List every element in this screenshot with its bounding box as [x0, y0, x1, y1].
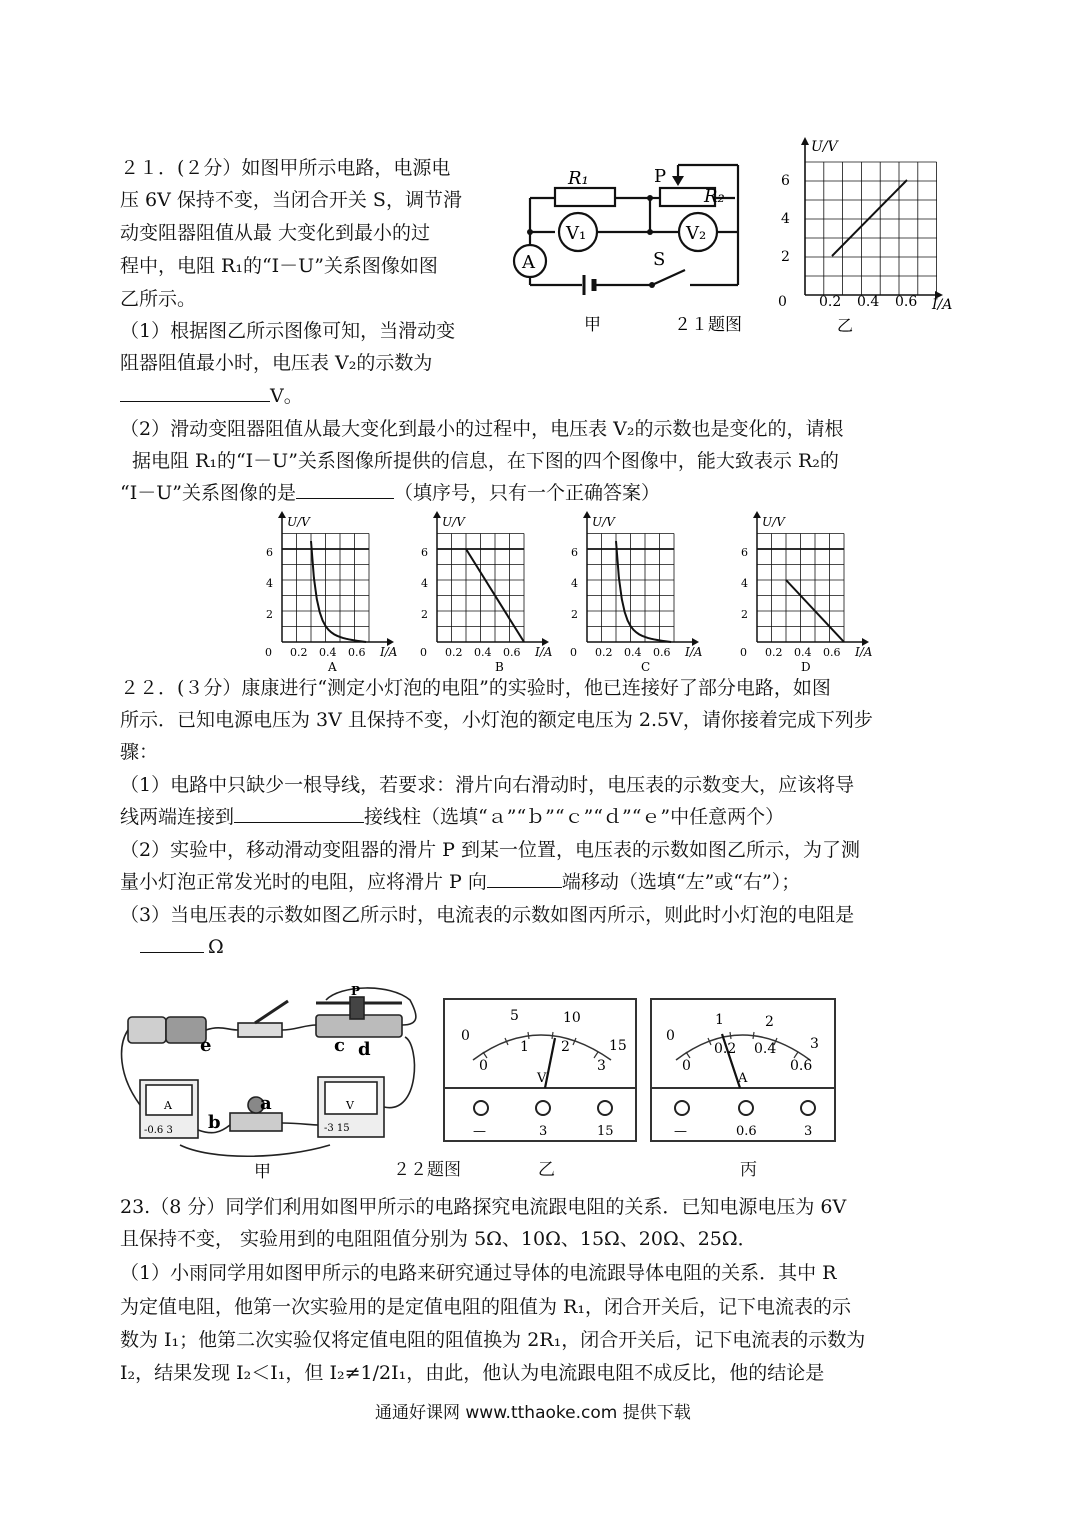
y-axis-arrow — [433, 511, 441, 518]
a-inner-0.4: 0.4 — [754, 1041, 777, 1057]
v-inner-1: 1 — [520, 1039, 529, 1055]
opt-xlabel: I/A — [535, 645, 553, 659]
caption-yi: 乙 — [538, 1160, 555, 1180]
caption-yi: 乙 — [837, 316, 854, 335]
q21-graph-yi — [775, 135, 975, 345]
v-outer-0: 0 — [461, 1028, 470, 1044]
q21-p2-line-1: （2）滑动变阻器阻值从最大变化到最小的过程中，电压表 V₂的示数也是变化的，请根 — [120, 418, 844, 440]
voltmeter-scale-label: -3 15 — [324, 1123, 350, 1134]
a-inner-0.6: 0.6 — [790, 1058, 813, 1074]
option-label-d: D — [801, 660, 811, 674]
v-outer-15: 15 — [609, 1038, 627, 1054]
q21-line-3: 动变阻器阻值从最 大变化到最小的过 — [120, 222, 431, 244]
q22-line-1: ２２．(３分）康康进行“测定小灯泡的电阻”的实验时，他已连接好了部分电路，如图 — [120, 677, 831, 699]
a-post-neg: — — [674, 1124, 687, 1139]
q22-apparatus-figure — [120, 985, 420, 1185]
opt-tick: 4 — [741, 577, 748, 590]
q22-line-2: 所示．已知电源电压为 3V 且保持不变，小灯泡的额定电压为 2.5V，请你接着完成下列步 — [120, 709, 873, 731]
opt-tick: 0.2 — [290, 646, 308, 659]
q21-p2-text-b: （填序号，只有一个正确答案） — [393, 482, 660, 504]
opt-tick: 2 — [571, 608, 578, 621]
opt-tick: 0 — [420, 646, 427, 659]
answer-blank[interactable] — [487, 867, 562, 888]
opt-xlabel: I/A — [685, 645, 703, 659]
option-graph-d[interactable] — [735, 510, 873, 680]
q21-p2-line-3 — [120, 478, 660, 508]
a-post-3: 3 — [804, 1124, 813, 1139]
v-outer-5: 5 — [510, 1008, 519, 1024]
opt-tick: 6 — [266, 546, 273, 559]
slider-p-label: P — [351, 984, 361, 998]
opt-ylabel: U/V — [762, 515, 785, 529]
q21-line-2: 压 6V 保持不变，当闭合开关 S，调节滑 — [120, 189, 462, 211]
option-label-a: A — [328, 660, 337, 674]
v-post-3: 3 — [539, 1124, 548, 1139]
caption-fig22: ２２题图 — [393, 1160, 461, 1180]
opt-tick: 0.2 — [595, 646, 613, 659]
unit-text: V。 — [270, 385, 303, 407]
opt-ylabel: U/V — [592, 515, 615, 529]
opt-ylabel: U/V — [442, 515, 465, 529]
opt-xlabel: I/A — [380, 645, 398, 659]
ammeter-label: A — [522, 252, 535, 273]
q22-p2-line-1: （2）实验中，移动滑动变阻器的滑片 P 到某一位置，电压表的示数如图乙所示，为了测 — [120, 839, 860, 861]
opt-tick: 0.6 — [823, 646, 841, 659]
v2-label: V₂ — [686, 223, 707, 244]
answer-blank[interactable] — [120, 381, 270, 402]
tick-0: 0 — [778, 294, 787, 310]
voltmeter-face-label: V — [346, 1099, 354, 1112]
tick-x-0.6: 0.6 — [895, 294, 918, 310]
opt-tick: 0.6 — [348, 646, 366, 659]
voltmeter-dial-yi — [443, 998, 638, 1144]
v-inner-2: 2 — [561, 1039, 570, 1055]
q22-line-3: 骤： — [120, 741, 159, 763]
y-axis-arrow — [753, 511, 761, 518]
opt-tick: 0.4 — [474, 646, 492, 659]
switch-label: S — [653, 249, 666, 270]
y-axis-arrow — [278, 511, 286, 518]
tick-x-0.2: 0.2 — [819, 294, 842, 310]
ammeter-dial-bing — [650, 998, 837, 1144]
q22-p2-line-2 — [120, 867, 800, 897]
a-inner-0: 0 — [682, 1058, 691, 1074]
opt-tick: 2 — [421, 608, 428, 621]
opt-tick: 2 — [266, 608, 273, 621]
option-graph-a[interactable] — [260, 510, 398, 680]
v-inner-0: 0 — [479, 1058, 488, 1074]
q21-p2-line-2: 据电阻 R₁的“I－U”关系图像所提供的信息，在下图的四个图像中，能大致表示 R₂的 — [132, 450, 839, 472]
tick-y-2: 2 — [781, 249, 790, 265]
slider-p-label: P — [654, 166, 667, 187]
graph-xlabel: I/A — [932, 297, 953, 313]
opt-tick: 6 — [421, 546, 428, 559]
q22-p3-line-1: （3）当电压表的示数如图乙所示时，电流表的示数如图丙所示，则此时小灯泡的电阻是 — [120, 904, 855, 926]
q22-p1-line-2 — [120, 802, 784, 832]
opt-tick: 4 — [571, 577, 578, 590]
v-post-15: 15 — [597, 1124, 614, 1139]
v1-label: V₁ — [566, 223, 587, 244]
q23-line-5: 数为 I₁；他第二次实验仅将定值电阻的阻值换为 2R₁，闭合开关后，记下电流表的示数为 — [120, 1329, 866, 1351]
tick-y-6: 6 — [781, 173, 790, 189]
terminal-a: a — [260, 1093, 272, 1114]
ammeter-face-label: A — [164, 1099, 172, 1112]
q23-line-1: 23.（8 分）同学们利用如图甲所示的电路探究电流跟电阻的关系．已知电源电压为 6V — [120, 1196, 847, 1218]
opt-tick: 4 — [421, 577, 428, 590]
answer-blank[interactable] — [296, 478, 394, 499]
terminal-d: d — [358, 1039, 371, 1060]
opt-ylabel: U/V — [287, 515, 310, 529]
opt-tick: 0.4 — [624, 646, 642, 659]
caption-bing: 丙 — [740, 1160, 757, 1180]
opt-tick: 6 — [571, 546, 578, 559]
opt-tick: 0.6 — [503, 646, 521, 659]
q22-p1-line-1: （1）电路中只缺少一根导线，若要求：滑片向右滑动时，电压表的示数变大，应该将导 — [120, 774, 855, 796]
q23-line-3: （1）小雨同学用如图甲所示的电路来研究通过导体的电流跟导体电阻的关系．其中 R — [120, 1262, 837, 1284]
option-graph-c[interactable] — [565, 510, 703, 680]
a-outer-0: 0 — [666, 1028, 675, 1044]
q22-p3-line-2 — [140, 932, 224, 962]
r1-label: R₁ — [568, 168, 589, 189]
a-post-0.6: 0.6 — [736, 1124, 757, 1139]
opt-tick: 0.6 — [653, 646, 671, 659]
answer-blank[interactable] — [234, 802, 364, 823]
q23-line-2: 且保持不变， 实验用到的电阻阻值分别为 5Ω、10Ω、15Ω、20Ω、25Ω． — [120, 1228, 757, 1250]
ammeter-scale-label: -0.6 3 — [144, 1125, 173, 1136]
opt-tick: 0.2 — [765, 646, 783, 659]
tick-x-0.4: 0.4 — [857, 294, 880, 310]
v-outer-10: 10 — [563, 1010, 581, 1026]
v-inner-3: 3 — [597, 1058, 606, 1074]
page-footer: 通通好课网 www.tthaoke.com 提供下载 — [375, 1403, 691, 1423]
a-unit: A — [738, 1071, 748, 1086]
q21-line-6: （1）根据图乙所示图像可知，当滑动变 — [120, 320, 456, 342]
opt-tick: 2 — [741, 608, 748, 621]
v-post-neg: — — [473, 1124, 486, 1139]
a-inner-0.2: 0.2 — [714, 1041, 737, 1057]
tick-y-4: 4 — [781, 211, 790, 227]
a-outer-1: 1 — [715, 1012, 724, 1028]
caption-jia: 甲 — [584, 315, 601, 335]
answer-blank[interactable] — [140, 932, 204, 953]
option-label-b: B — [495, 660, 504, 674]
a-outer-2: 2 — [765, 1014, 774, 1030]
q23-line-4: 为定值电阻，他第一次实验用的是定值电阻的阻值为 R₁，闭合开关后，记下电流表的示 — [120, 1296, 851, 1318]
opt-tick: 0 — [570, 646, 577, 659]
q21-line-1: ２１．(２分）如图甲所示电路，电源电 — [120, 157, 451, 179]
v-unit: V — [537, 1071, 547, 1086]
q22-p2-text-a: 量小灯泡正常发光时的电阻，应将滑片 P 向 — [120, 871, 487, 893]
option-label-c: C — [641, 660, 651, 674]
caption-fig21: ２１题图 — [674, 315, 742, 335]
q22-p3-unit: Ω — [208, 936, 224, 958]
opt-tick: 0.4 — [319, 646, 337, 659]
q22-p1-text-a: 线两端连接到 — [120, 806, 235, 828]
opt-xlabel: I/A — [855, 645, 873, 659]
terminal-e: e — [200, 1035, 212, 1056]
opt-tick: 0 — [265, 646, 272, 659]
opt-tick: 4 — [266, 577, 273, 590]
y-axis-arrow — [583, 511, 591, 518]
caption-jia: 甲 — [254, 1162, 271, 1182]
q21-circuit-diagram — [510, 150, 770, 340]
q23-line-6: I₂，结果发现 I₂＜I₁，但 I₂≠1/2I₁，由此，他认为电流跟电阻不成反比，他的结论是 — [120, 1362, 825, 1384]
terminal-c: c — [334, 1035, 345, 1056]
graph-ylabel: U/V — [811, 139, 838, 155]
q21-line-4: 程中，电阻 R₁的“I－U”关系图像如图 — [120, 255, 438, 277]
opt-tick: 0.4 — [794, 646, 812, 659]
q21-line-5: 乙所示。 — [120, 288, 197, 310]
q22-p1-text-b: 接线柱（选填“ａ”“ｂ”“ｃ”“ｄ”“ｅ”中任意两个） — [364, 806, 785, 828]
terminal-b: b — [208, 1112, 221, 1133]
a-outer-3: 3 — [810, 1036, 819, 1052]
q21-p2-text-a: “I－U”关系图像的是 — [120, 482, 296, 504]
q21-line-7: 阻器阻值最小时，电压表 V₂的示数为 — [120, 352, 433, 374]
r2-label: R₂ — [704, 186, 725, 207]
q22-p2-text-b: 端移动（选填“左”或“右”）； — [561, 871, 801, 893]
opt-tick: 0 — [740, 646, 747, 659]
q21-p1-answer-line — [120, 381, 303, 411]
option-graph-b[interactable] — [415, 510, 553, 680]
opt-tick: 0.2 — [445, 646, 463, 659]
opt-tick: 6 — [741, 546, 748, 559]
